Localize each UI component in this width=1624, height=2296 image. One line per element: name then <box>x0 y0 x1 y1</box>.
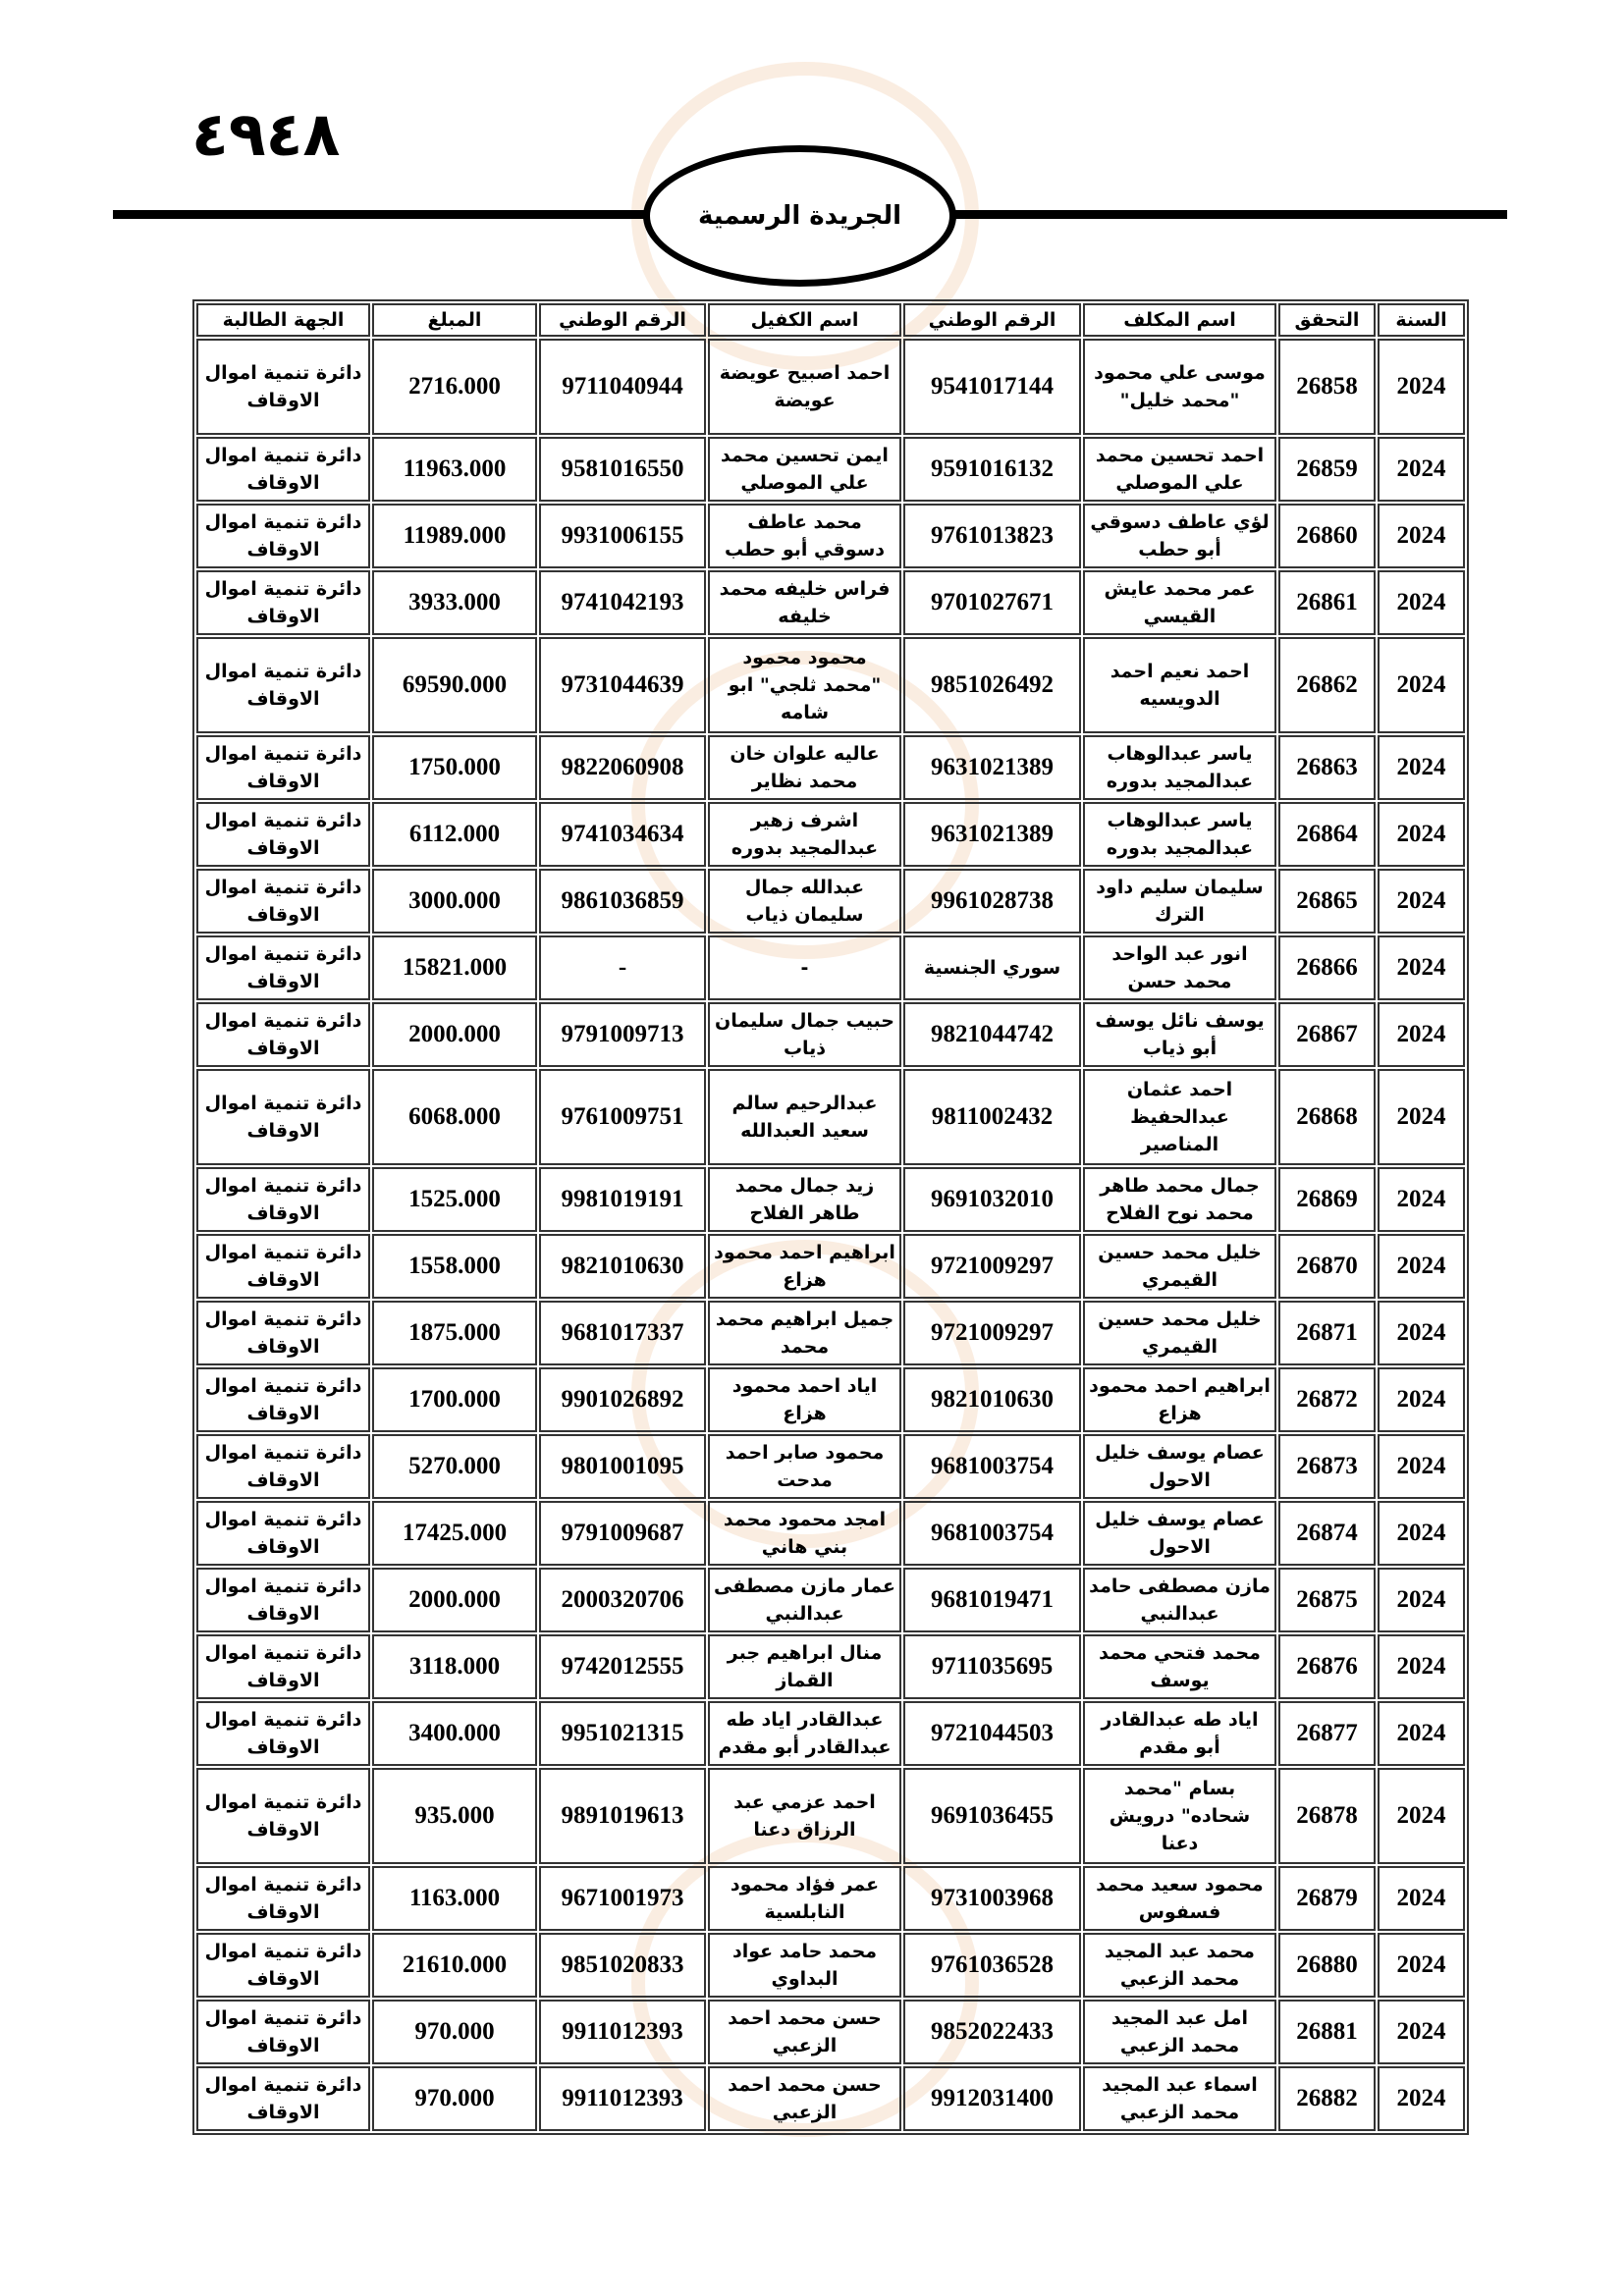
cell-year: 2024 <box>1378 1568 1465 1632</box>
cell-taxpayer-national-id: 9821044742 <box>903 1002 1081 1067</box>
cell-assessment: 26866 <box>1278 935 1376 1000</box>
cell-amount: 1875.000 <box>372 1301 537 1365</box>
cell-requesting-party: دائرة تنمية اموال الاوقاف <box>196 1933 370 1998</box>
cell-guarantor-national-id: 9911012393 <box>539 2066 706 2131</box>
cell-assessment: 26870 <box>1278 1234 1376 1299</box>
cell-guarantor-name: محمد عاطف دسوقي أبو حطب <box>708 504 901 568</box>
cell-amount: 1163.000 <box>372 1866 537 1931</box>
cell-guarantor-name: عبدالرحيم سالم سعيد العبدالله <box>708 1069 901 1165</box>
cell-assessment: 26861 <box>1278 570 1376 635</box>
cell-taxpayer-name: سليمان سليم داود الترك <box>1083 869 1276 934</box>
cell-year: 2024 <box>1378 2000 1465 2064</box>
cell-taxpayer-name: ابراهيم احمد محمود هزاع <box>1083 1367 1276 1432</box>
cell-guarantor-name: عبدالله جمال سليمان ذياب <box>708 869 901 934</box>
cell-guarantor-name: امجد محمود محمد بني هاني <box>708 1501 901 1566</box>
cell-guarantor-name: ابراهيم احمد محمود هزاع <box>708 1234 901 1299</box>
table-row <box>196 1002 1465 1067</box>
cell-amount: 970.000 <box>372 2066 537 2131</box>
cell-taxpayer-name: امل عبد المجيد محمد الزعبي <box>1083 2000 1276 2064</box>
cell-amount: 69590.000 <box>372 637 537 733</box>
cell-amount: 970.000 <box>372 2000 537 2064</box>
table-row <box>196 1701 1465 1766</box>
cell-assessment: 26869 <box>1278 1167 1376 1232</box>
cell-year: 2024 <box>1378 1501 1465 1566</box>
cell-requesting-party: دائرة تنمية اموال الاوقاف <box>196 1634 370 1699</box>
cell-requesting-party: دائرة تنمية اموال الاوقاف <box>196 637 370 733</box>
cell-requesting-party: دائرة تنمية اموال الاوقاف <box>196 1768 370 1864</box>
cell-requesting-party: دائرة تنمية اموال الاوقاف <box>196 504 370 568</box>
cell-taxpayer-name: اسماء عبد المجيد محمد الزعبي <box>1083 2066 1276 2131</box>
cell-year: 2024 <box>1378 802 1465 867</box>
column-header-amount: المبلغ <box>372 303 537 337</box>
cell-year: 2024 <box>1378 1301 1465 1365</box>
cell-taxpayer-name: احمد تحسين محمد علي الموصلي <box>1083 437 1276 502</box>
cell-year: 2024 <box>1378 1933 1465 1998</box>
cell-assessment: 26877 <box>1278 1701 1376 1766</box>
cell-year: 2024 <box>1378 637 1465 733</box>
cell-requesting-party: دائرة تنمية اموال الاوقاف <box>196 437 370 502</box>
cell-guarantor-national-id: 9951021315 <box>539 1701 706 1766</box>
table-row <box>196 437 1465 502</box>
cell-requesting-party: دائرة تنمية اموال الاوقاف <box>196 1568 370 1632</box>
cell-guarantor-national-id: 9791009713 <box>539 1002 706 1067</box>
table-row <box>196 802 1465 867</box>
cell-requesting-party: دائرة تنمية اموال الاوقاف <box>196 1367 370 1432</box>
column-header-taxpayer-name: اسم المكلف <box>1083 303 1276 337</box>
cell-guarantor-name: حبيب جمال سليمان ذياب <box>708 1002 901 1067</box>
table-row <box>196 570 1465 635</box>
cell-guarantor-name: فراس خليفه محمد خليفه <box>708 570 901 635</box>
cell-amount: 1750.000 <box>372 735 537 800</box>
cell-year: 2024 <box>1378 1234 1465 1299</box>
column-header-assessment: التحقق <box>1278 303 1376 337</box>
cell-assessment: 26873 <box>1278 1434 1376 1499</box>
cell-guarantor-national-id: 9821010630 <box>539 1234 706 1299</box>
cell-requesting-party: دائرة تنمية اموال الاوقاف <box>196 339 370 435</box>
cell-guarantor-name: محمود محمود "محمد ثلجي" ابو شامه <box>708 637 901 733</box>
cell-taxpayer-national-id: 9681003754 <box>903 1434 1081 1499</box>
cell-amount: 3000.000 <box>372 869 537 934</box>
table-row <box>196 339 1465 435</box>
cell-year: 2024 <box>1378 570 1465 635</box>
cell-guarantor-name: حسن محمد احمد الزعبي <box>708 2000 901 2064</box>
cell-taxpayer-national-id: 9851026492 <box>903 637 1081 733</box>
cell-guarantor-national-id: 9761009751 <box>539 1069 706 1165</box>
cell-assessment: 26881 <box>1278 2000 1376 2064</box>
cell-taxpayer-national-id: 9681019471 <box>903 1568 1081 1632</box>
cell-year: 2024 <box>1378 1768 1465 1864</box>
cell-amount: 15821.000 <box>372 935 537 1000</box>
cell-amount: 3933.000 <box>372 570 537 635</box>
cell-taxpayer-name: بسام "محمد شحاده" درويش دعنا <box>1083 1768 1276 1864</box>
cell-year: 2024 <box>1378 339 1465 435</box>
cell-requesting-party: دائرة تنمية اموال الاوقاف <box>196 935 370 1000</box>
cell-guarantor-national-id: 9801001095 <box>539 1434 706 1499</box>
table-row <box>196 1933 1465 1998</box>
table-row <box>196 869 1465 934</box>
cell-year: 2024 <box>1378 935 1465 1000</box>
cell-guarantor-name: حسن محمد احمد الزعبي <box>708 2066 901 2131</box>
cell-taxpayer-national-id: 9541017144 <box>903 339 1081 435</box>
cell-requesting-party: دائرة تنمية اموال الاوقاف <box>196 1701 370 1766</box>
table-row <box>196 1167 1465 1232</box>
cell-assessment: 26879 <box>1278 1866 1376 1931</box>
cell-taxpayer-national-id: سوري الجنسية <box>903 935 1081 1000</box>
cell-guarantor-national-id: 9581016550 <box>539 437 706 502</box>
cell-taxpayer-name: ياسر عبدالوهاب عبدالمجيد بدوره <box>1083 735 1276 800</box>
cell-assessment: 26875 <box>1278 1568 1376 1632</box>
cell-requesting-party: دائرة تنمية اموال الاوقاف <box>196 1167 370 1232</box>
cell-amount: 2000.000 <box>372 1002 537 1067</box>
cell-guarantor-national-id: 9981019191 <box>539 1167 706 1232</box>
table-row <box>196 2000 1465 2064</box>
cell-requesting-party: دائرة تنمية اموال الاوقاف <box>196 1301 370 1365</box>
cell-assessment: 26867 <box>1278 1002 1376 1067</box>
cell-requesting-party: دائرة تنمية اموال الاوقاف <box>196 1234 370 1299</box>
cell-guarantor-national-id: 9731044639 <box>539 637 706 733</box>
cell-amount: 2000.000 <box>372 1568 537 1632</box>
cell-guarantor-name: جميل ابراهيم محمد محمد <box>708 1301 901 1365</box>
cell-taxpayer-name: محمد فتحي محمد يوسف <box>1083 1634 1276 1699</box>
cell-guarantor-national-id: 9791009687 <box>539 1501 706 1566</box>
cell-guarantor-national-id: 9741034634 <box>539 802 706 867</box>
cell-year: 2024 <box>1378 735 1465 800</box>
cell-requesting-party: دائرة تنمية اموال الاوقاف <box>196 1069 370 1165</box>
cell-taxpayer-national-id: 9912031400 <box>903 2066 1081 2131</box>
cell-requesting-party: دائرة تنمية اموال الاوقاف <box>196 2066 370 2131</box>
cell-taxpayer-name: محمود سعيد محمد فسفوس <box>1083 1866 1276 1931</box>
cell-year: 2024 <box>1378 2066 1465 2131</box>
cell-year: 2024 <box>1378 504 1465 568</box>
cell-taxpayer-national-id: 9852022433 <box>903 2000 1081 2064</box>
cell-taxpayer-national-id: 9631021389 <box>903 802 1081 867</box>
table-row <box>196 1501 1465 1566</box>
cell-guarantor-national-id: 2000320706 <box>539 1568 706 1632</box>
cell-guarantor-name: - <box>708 935 901 1000</box>
table-header-row <box>196 303 1465 337</box>
cell-guarantor-name: زيد جمال محمد طاهر الفلاح <box>708 1167 901 1232</box>
cell-year: 2024 <box>1378 1167 1465 1232</box>
cell-taxpayer-name: احمد عثمان عبدالحفيظ المناصير <box>1083 1069 1276 1165</box>
cell-guarantor-name: عبدالقادر اياد طه عبدالقادر أبو مقدم <box>708 1701 901 1766</box>
cell-taxpayer-national-id: 9691032010 <box>903 1167 1081 1232</box>
cell-amount: 6112.000 <box>372 802 537 867</box>
cell-guarantor-national-id: 9901026892 <box>539 1367 706 1432</box>
table-row <box>196 1301 1465 1365</box>
cell-guarantor-national-id: 9931006155 <box>539 504 706 568</box>
cell-guarantor-name: اياد احمد محمود هزاع <box>708 1367 901 1432</box>
cell-amount: 21610.000 <box>372 1933 537 1998</box>
cell-guarantor-national-id: 9861036859 <box>539 869 706 934</box>
cell-guarantor-national-id: 9851020833 <box>539 1933 706 1998</box>
table-row <box>196 1768 1465 1864</box>
cell-year: 2024 <box>1378 1069 1465 1165</box>
cell-guarantor-name: اشرف زهير عبدالمجيد بدوره <box>708 802 901 867</box>
cell-year: 2024 <box>1378 1367 1465 1432</box>
cell-taxpayer-name: خليل محمد حسين القيمري <box>1083 1234 1276 1299</box>
cell-taxpayer-national-id: 9691036455 <box>903 1768 1081 1864</box>
cell-requesting-party: دائرة تنمية اموال الاوقاف <box>196 1866 370 1931</box>
column-header-requesting-party: الجهة الطالبة <box>196 303 370 337</box>
table-row <box>196 1866 1465 1931</box>
cell-requesting-party: دائرة تنمية اموال الاوقاف <box>196 570 370 635</box>
cell-guarantor-national-id: 9741042193 <box>539 570 706 635</box>
cell-assessment: 26868 <box>1278 1069 1376 1165</box>
cell-guarantor-national-id: 9822060908 <box>539 735 706 800</box>
cell-taxpayer-national-id: 9721044503 <box>903 1701 1081 1766</box>
cell-amount: 935.000 <box>372 1768 537 1864</box>
cell-taxpayer-national-id: 9761036528 <box>903 1933 1081 1998</box>
cell-amount: 1525.000 <box>372 1167 537 1232</box>
cell-taxpayer-national-id: 9591016132 <box>903 437 1081 502</box>
cell-assessment: 26865 <box>1278 869 1376 934</box>
table-row <box>196 637 1465 733</box>
cell-taxpayer-name: عصام يوسف خليل الاحول <box>1083 1501 1276 1566</box>
cell-assessment: 26862 <box>1278 637 1376 733</box>
cell-guarantor-national-id: 9711040944 <box>539 339 706 435</box>
cell-taxpayer-name: مازن مصطفى حامد عبدالنبي <box>1083 1568 1276 1632</box>
debtors-table <box>192 299 1469 2135</box>
cell-year: 2024 <box>1378 1701 1465 1766</box>
cell-guarantor-name: احمد اصبيح عويضة عويضة <box>708 339 901 435</box>
cell-guarantor-national-id: 9911012393 <box>539 2000 706 2064</box>
table-row <box>196 504 1465 568</box>
cell-taxpayer-name: لؤي عاطف دسوقي أبو حطب <box>1083 504 1276 568</box>
cell-assessment: 26864 <box>1278 802 1376 867</box>
cell-year: 2024 <box>1378 1634 1465 1699</box>
page-number: ٤٩٤٨ <box>191 98 341 170</box>
cell-amount: 3118.000 <box>372 1634 537 1699</box>
cell-taxpayer-national-id: 9701027671 <box>903 570 1081 635</box>
cell-taxpayer-national-id: 9821010630 <box>903 1367 1081 1432</box>
cell-amount: 11963.000 <box>372 437 537 502</box>
cell-taxpayer-name: عمر محمد عايش القيسي <box>1083 570 1276 635</box>
cell-taxpayer-name: يوسف نائل يوسف أبو ذياب <box>1083 1002 1276 1067</box>
cell-amount: 17425.000 <box>372 1501 537 1566</box>
cell-taxpayer-name: محمد عبد المجيد محمد الزعبي <box>1083 1933 1276 1998</box>
cell-assessment: 26860 <box>1278 504 1376 568</box>
cell-assessment: 26878 <box>1278 1768 1376 1864</box>
table-row <box>196 1634 1465 1699</box>
cell-year: 2024 <box>1378 1434 1465 1499</box>
cell-guarantor-name: محمود صابر احمد مدحت <box>708 1434 901 1499</box>
cell-taxpayer-national-id: 9961028738 <box>903 869 1081 934</box>
cell-assessment: 26871 <box>1278 1301 1376 1365</box>
cell-taxpayer-national-id: 9761013823 <box>903 504 1081 568</box>
cell-requesting-party: دائرة تنمية اموال الاوقاف <box>196 869 370 934</box>
column-header-year: السنة <box>1378 303 1465 337</box>
cell-guarantor-name: عاليه علوان خان محمد نظاير <box>708 735 901 800</box>
table-row <box>196 1069 1465 1165</box>
cell-taxpayer-name: خليل محمد حسين القيمري <box>1083 1301 1276 1365</box>
cell-amount: 3400.000 <box>372 1701 537 1766</box>
cell-guarantor-national-id: 9671001973 <box>539 1866 706 1931</box>
cell-taxpayer-name: ياسر عبدالوهاب عبدالمجيد بدوره <box>1083 802 1276 867</box>
cell-taxpayer-national-id: 9731003968 <box>903 1866 1081 1931</box>
cell-taxpayer-national-id: 9811002432 <box>903 1069 1081 1165</box>
cell-amount: 2716.000 <box>372 339 537 435</box>
cell-taxpayer-name: جمال محمد طاهر محمد نوح الفلاح <box>1083 1167 1276 1232</box>
cell-requesting-party: دائرة تنمية اموال الاوقاف <box>196 1501 370 1566</box>
cell-guarantor-name: عمر فؤاد محمود النابلسية <box>708 1866 901 1931</box>
table-row <box>196 1568 1465 1632</box>
cell-assessment: 26858 <box>1278 339 1376 435</box>
cell-taxpayer-national-id: 9631021389 <box>903 735 1081 800</box>
cell-amount: 11989.000 <box>372 504 537 568</box>
cell-requesting-party: دائرة تنمية اموال الاوقاف <box>196 2000 370 2064</box>
cell-assessment: 26874 <box>1278 1501 1376 1566</box>
cell-requesting-party: دائرة تنمية اموال الاوقاف <box>196 1434 370 1499</box>
cell-assessment: 26872 <box>1278 1367 1376 1432</box>
cell-assessment: 26876 <box>1278 1634 1376 1699</box>
column-header-guarantor-national-id: الرقم الوطني <box>539 303 706 337</box>
cell-taxpayer-national-id: 9681003754 <box>903 1501 1081 1566</box>
table-row <box>196 1234 1465 1299</box>
cell-taxpayer-national-id: 9721009297 <box>903 1301 1081 1365</box>
header-oval <box>643 145 956 287</box>
cell-guarantor-name: محمد حامد عواد البداوي <box>708 1933 901 1998</box>
table-row <box>196 1434 1465 1499</box>
column-header-taxpayer-national-id: الرقم الوطني <box>903 303 1081 337</box>
cell-taxpayer-name: انور عبد الواحد محمد حسن <box>1083 935 1276 1000</box>
column-header-guarantor-name: اسم الكفيل <box>708 303 901 337</box>
cell-guarantor-name: عمار مازن مصطفى عبدالنبي <box>708 1568 901 1632</box>
cell-amount: 5270.000 <box>372 1434 537 1499</box>
cell-taxpayer-name: اياد طه عبدالقادر أبو مقدم <box>1083 1701 1276 1766</box>
table-row <box>196 935 1465 1000</box>
cell-requesting-party: دائرة تنمية اموال الاوقاف <box>196 735 370 800</box>
cell-guarantor-national-id: - <box>539 935 706 1000</box>
cell-year: 2024 <box>1378 1866 1465 1931</box>
cell-guarantor-national-id: 9742012555 <box>539 1634 706 1699</box>
cell-taxpayer-name: موسى علي محمود "محمد خليل" <box>1083 339 1276 435</box>
cell-year: 2024 <box>1378 437 1465 502</box>
cell-amount: 1700.000 <box>372 1367 537 1432</box>
cell-requesting-party: دائرة تنمية اموال الاوقاف <box>196 802 370 867</box>
gazette-title: الجريدة الرسمية <box>698 201 901 231</box>
cell-year: 2024 <box>1378 1002 1465 1067</box>
cell-taxpayer-name: احمد نعيم احمد الدويسيه <box>1083 637 1276 733</box>
cell-requesting-party: دائرة تنمية اموال الاوقاف <box>196 1002 370 1067</box>
cell-assessment: 26882 <box>1278 2066 1376 2131</box>
cell-year: 2024 <box>1378 869 1465 934</box>
cell-guarantor-national-id: 9891019613 <box>539 1768 706 1864</box>
cell-taxpayer-national-id: 9721009297 <box>903 1234 1081 1299</box>
cell-assessment: 26880 <box>1278 1933 1376 1998</box>
table-row <box>196 735 1465 800</box>
cell-assessment: 26863 <box>1278 735 1376 800</box>
cell-guarantor-name: احمد عزمي عبد الرزاق دعنا <box>708 1768 901 1864</box>
cell-amount: 1558.000 <box>372 1234 537 1299</box>
cell-taxpayer-name: عصام يوسف خليل الاحول <box>1083 1434 1276 1499</box>
cell-guarantor-national-id: 9681017337 <box>539 1301 706 1365</box>
cell-taxpayer-national-id: 9711035695 <box>903 1634 1081 1699</box>
cell-assessment: 26859 <box>1278 437 1376 502</box>
cell-guarantor-name: منال ابراهيم جبر القماز <box>708 1634 901 1699</box>
cell-amount: 6068.000 <box>372 1069 537 1165</box>
table-row <box>196 1367 1465 1432</box>
table-row <box>196 2066 1465 2131</box>
cell-guarantor-name: ايمن تحسين محمد علي الموصلي <box>708 437 901 502</box>
